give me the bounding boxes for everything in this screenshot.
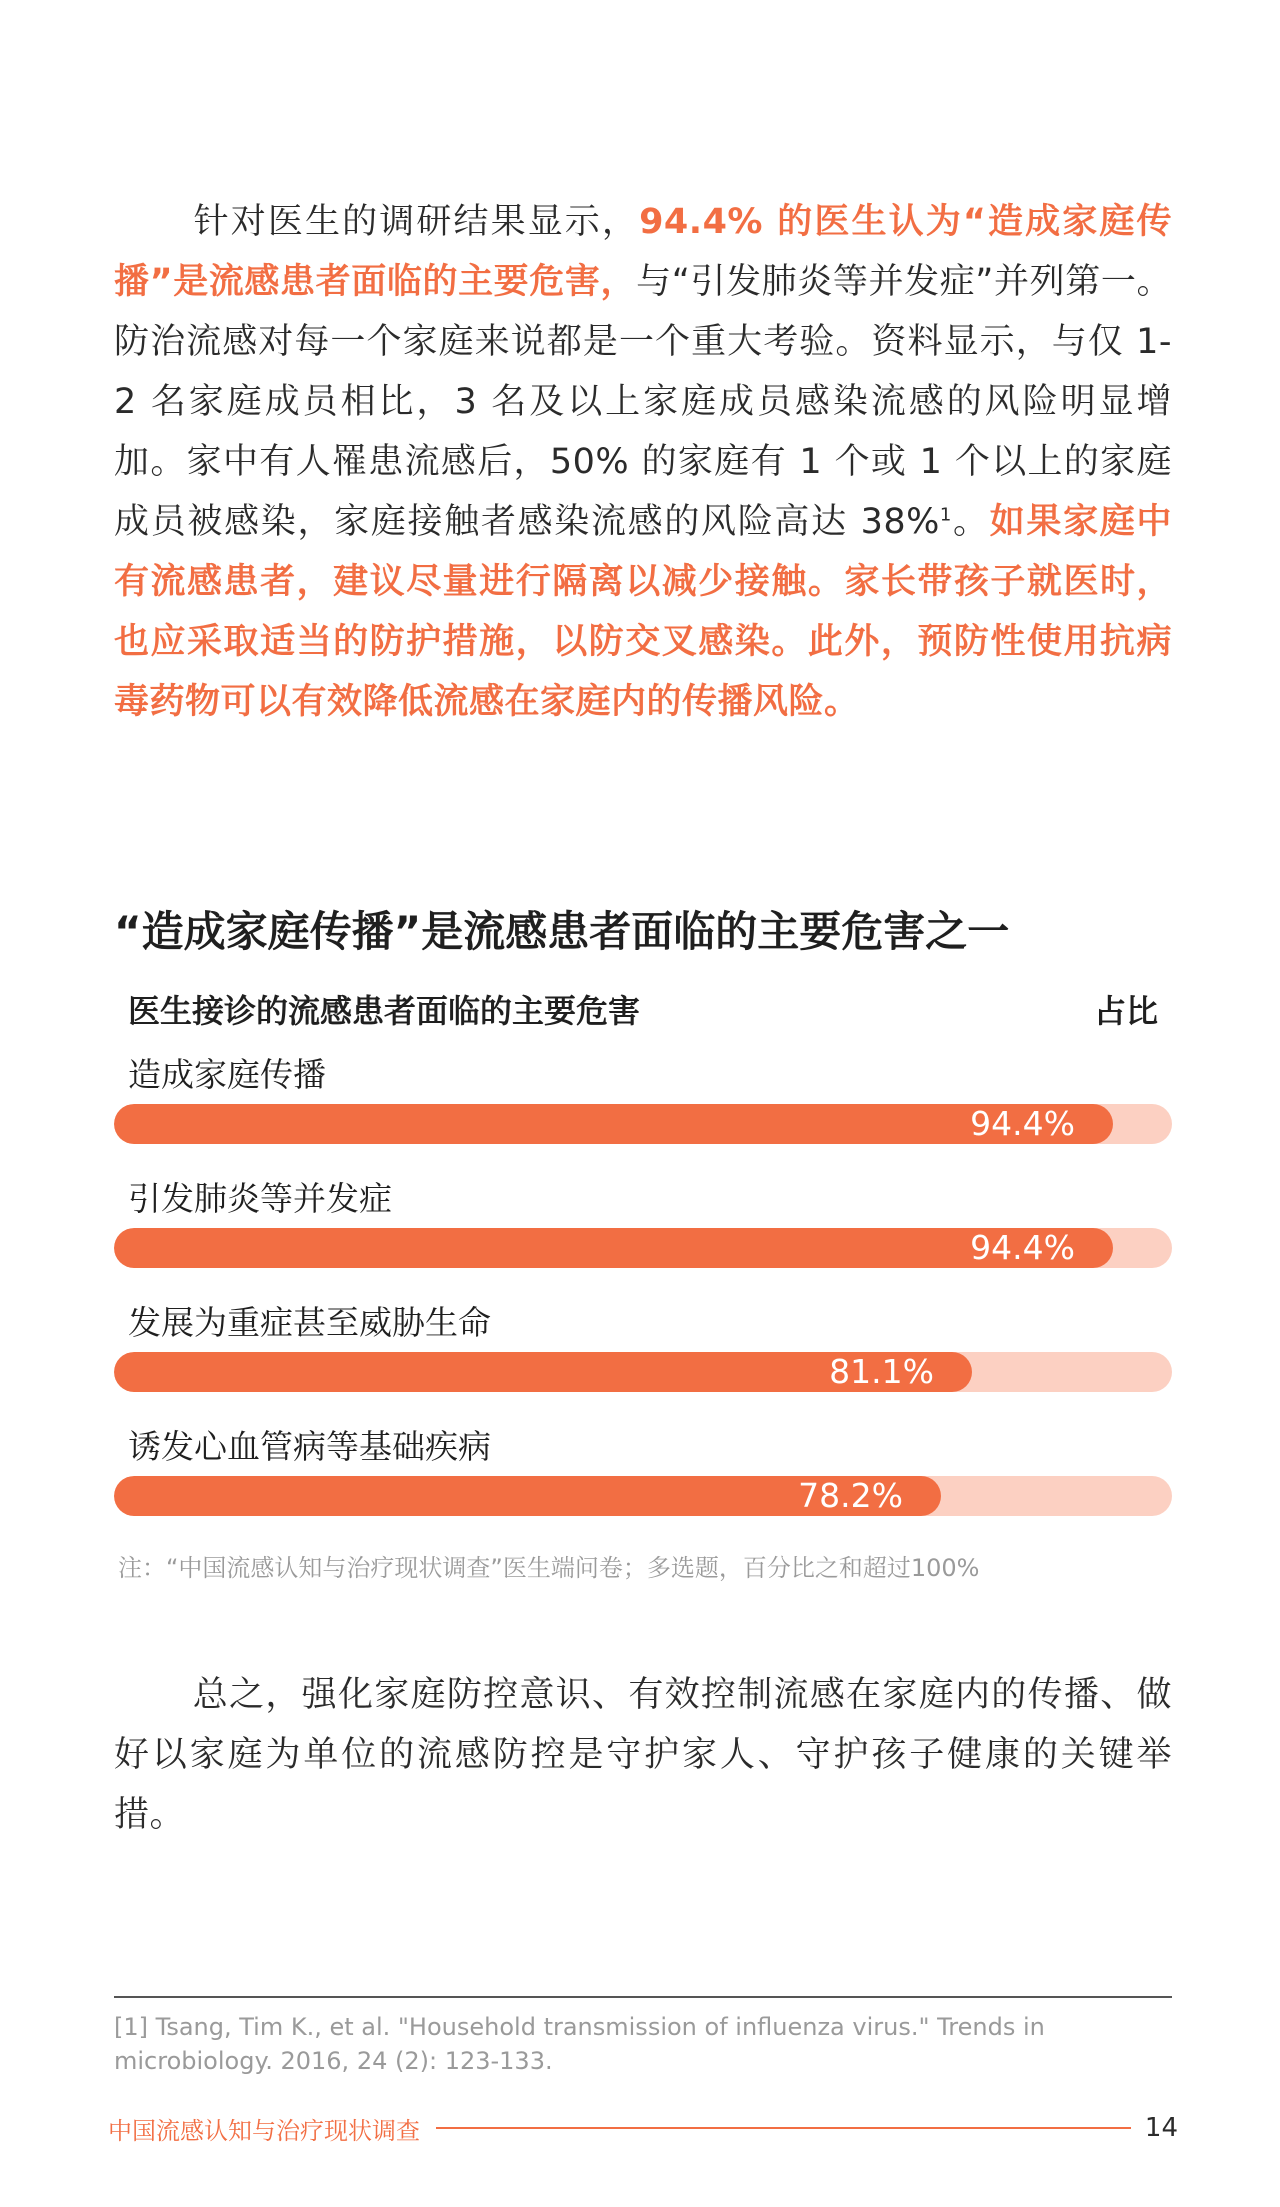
chart-title: “造成家庭传播”是流感患者面临的主要危害之一 bbox=[114, 907, 1010, 956]
chart-category-header: 医生接诊的流感患者面临的主要危害 bbox=[128, 992, 641, 1030]
bar-track bbox=[114, 1476, 1172, 1516]
intro-highlight-1: 94.4% 的医生认为“造成家庭传播”是流感患者面临的主要危害， bbox=[114, 202, 1172, 302]
bar-value-label: 81.1% bbox=[829, 1352, 934, 1391]
bar-value-label: 94.4% bbox=[970, 1104, 1075, 1143]
footer-title: 中国流感认知与治疗现状调查 bbox=[108, 2116, 420, 2145]
bar-category-label: 诱发心血管病等基础疾病 bbox=[128, 1427, 491, 1466]
intro-text-2: 。 bbox=[951, 502, 990, 542]
footer-divider bbox=[436, 2127, 1131, 2129]
chart-value-header: 占比 bbox=[1093, 992, 1158, 1030]
footnote-ref[interactable]: 1 bbox=[939, 504, 952, 526]
chart-header bbox=[128, 986, 1158, 1032]
reference-footnote: [1] Tsang, Tim K., et al. "Household transmission of influenza virus." Trends in microbiology. 2016, 24 (2): 123-133. bbox=[114, 2013, 1045, 2075]
chart-note: 注：“中国流感认知与治疗现状调查”医生端问卷；多选题，百分比之和超过100% bbox=[118, 1554, 980, 1582]
bar-track bbox=[114, 1228, 1172, 1268]
bar-category-label: 引发肺炎等并发症 bbox=[128, 1179, 392, 1218]
bar-track bbox=[114, 1104, 1172, 1144]
bar-category-label: 造成家庭传播 bbox=[128, 1055, 326, 1094]
conclusion-text: 总之，强化家庭防控意识、有效控制流感在家庭内的传播、做好以家庭为单位的流感防控是守护家人、守护孩子健康的关键举措。 bbox=[114, 1675, 1172, 1835]
bar-track bbox=[114, 1352, 1172, 1392]
intro-highlight-2: 如果家庭中有流感患者，建议尽量进行隔离以减少接触。家长带孩子就医时，也应采取适当的防护措施，以防交叉感染。此外，预防性使用抗病毒药物可以有效降低流感在家庭内的传播风险。 bbox=[114, 502, 1172, 722]
intro-text-1: 与“引发肺炎等并发症”并列第一。防治流感对每一个家庭来说都是一个重大考验。资料显示，与仅 1-2 名家庭成员相比，3 名及以上家庭成员感染流感的风险明显增加。家中有人罹患流感后，50% 的家庭有 1 个或 1 个以上的家庭成员被感染，家庭接触者感染流感的风险高达 38% bbox=[114, 262, 1172, 542]
conclusion-paragraph bbox=[114, 1665, 1172, 1845]
intro-paragraph bbox=[114, 192, 1172, 732]
intro-lead: 针对医生的调研结果显示， bbox=[192, 202, 640, 242]
page-footer bbox=[108, 2108, 1178, 2148]
bar-category-label: 发展为重症甚至威胁生命 bbox=[128, 1303, 491, 1342]
footnote-divider bbox=[114, 1996, 1172, 1998]
bar-value-label: 94.4% bbox=[970, 1228, 1075, 1267]
bar-value-label: 78.2% bbox=[798, 1476, 903, 1515]
page-number: 14 bbox=[1144, 2113, 1178, 2143]
